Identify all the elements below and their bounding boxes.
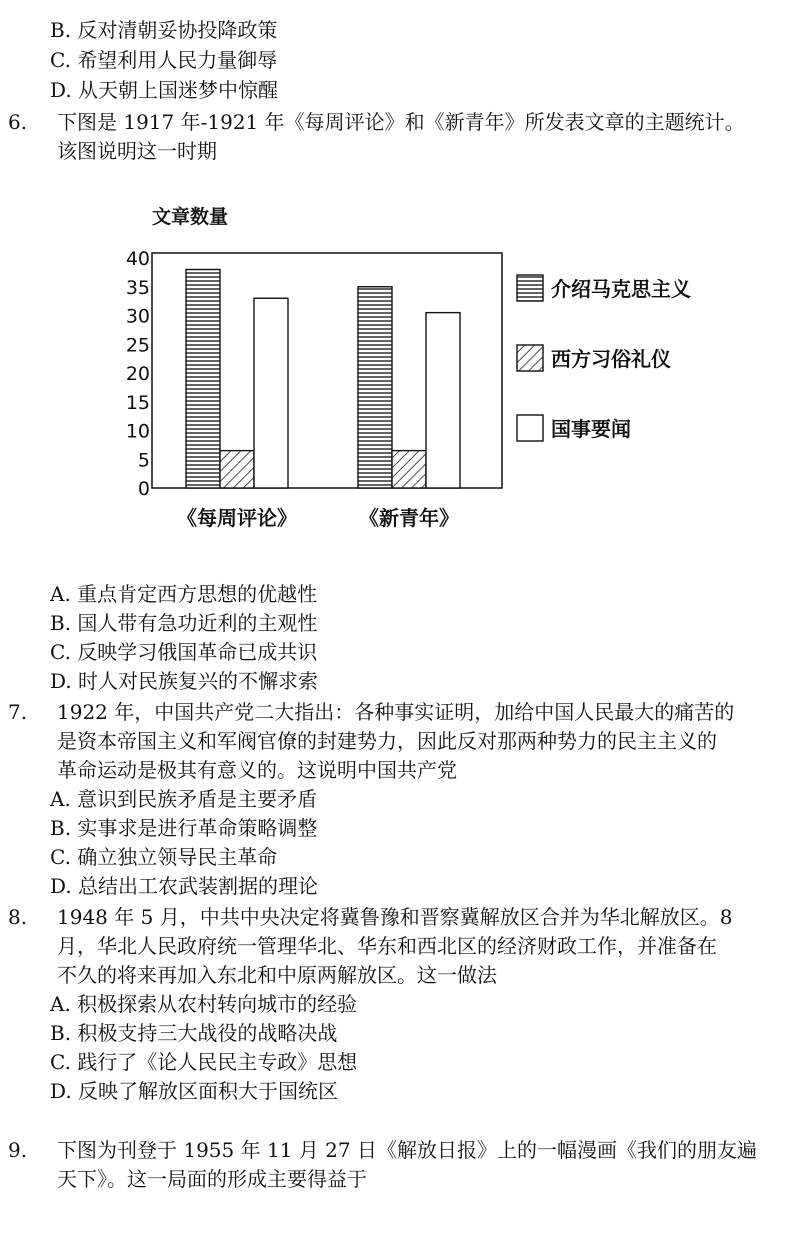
q7-stem-line-1: 1922 年，中国共产党二大指出：各种事实证明，加给中国人民最大的痛苦的 <box>57 700 735 724</box>
q6-option-a[interactable]: A. 重点肯定西方思想的优越性 <box>50 582 318 606</box>
article-topic-bar-chart <box>110 195 750 540</box>
q7-option-a[interactable]: A. 意识到民族矛盾是主要矛盾 <box>50 787 318 811</box>
y-tick-label: 25 <box>125 334 150 357</box>
q6-stem-line-2: 该图说明这一时期 <box>57 139 217 163</box>
y-tick-label: 10 <box>125 420 150 443</box>
legend-label: 介绍马克思主义 <box>551 277 691 301</box>
q7-option-b[interactable]: B. 实事求是进行革命策略调整 <box>50 816 318 840</box>
bar-2-3 <box>426 313 460 488</box>
y-tick-label: 20 <box>125 363 150 385</box>
x-category-label: 《新青年》 <box>359 506 459 530</box>
q8-option-d[interactable]: D. 反映了解放区面积大于国统区 <box>50 1079 339 1103</box>
y-axis-title: 文章数量 <box>152 206 229 228</box>
y-tick-label: 30 <box>125 305 150 328</box>
legend-label: 西方习俗礼仪 <box>551 347 671 371</box>
q6-option-b[interactable]: B. 国人带有急功近利的主观性 <box>50 611 318 635</box>
q8-stem-line-1: 1948 年 5 月，中共中央决定将冀鲁豫和晋察冀解放区合并为华北解放区。8 <box>57 905 733 929</box>
q6-option-d[interactable]: D. 时人对民族复兴的不懈求索 <box>50 669 319 693</box>
q8-option-b[interactable]: B. 积极支持三大战役的战略决战 <box>50 1021 338 1045</box>
q7-option-c[interactable]: C. 确立独立领导民主革命 <box>50 845 278 869</box>
q9-stem-line-2: 天下》。这一局面的形成主要得益于 <box>57 1167 367 1191</box>
q9-stem-line-1: 下图为刊登于 1955 年 11 月 27 日《解放日报》上的一幅漫画《我们的朋友遍 <box>57 1138 757 1162</box>
bar-2-2 <box>392 451 426 488</box>
legend-label: 国事要闻 <box>551 417 631 441</box>
q8-stem-line-3: 不久的将来再加入东北和中原两解放区。这一做法 <box>57 963 497 987</box>
prev-option-c: C. 希望利用人民力量御辱 <box>50 48 278 72</box>
q6-number: 6. <box>8 110 28 134</box>
y-tick-label: 0 <box>137 478 150 500</box>
legend-swatch <box>517 275 543 301</box>
bar-1-3 <box>254 298 288 488</box>
q7-stem-line-3: 革命运动是极其有意义的。这说明中国共产党 <box>57 758 457 782</box>
q7-number: 7. <box>8 700 28 724</box>
legend-swatch <box>517 415 543 441</box>
q7-stem-line-2: 是资本帝国主义和军阀官僚的封建势力，因此反对那两种势力的民主主义的 <box>57 729 717 753</box>
x-category-label: 《每周评论》 <box>177 506 297 530</box>
y-tick-label: 5 <box>137 449 150 472</box>
bar-1-2 <box>220 451 254 488</box>
bar-1-1 <box>186 270 220 489</box>
q8-stem-line-2: 月，华北人民政府统一管理华北、华东和西北区的经济财政工作，并准备在 <box>57 934 717 958</box>
q8-option-c[interactable]: C. 践行了《论人民民主专政》思想 <box>50 1050 358 1074</box>
q6-option-c[interactable]: C. 反映学习俄国革命已成共识 <box>50 640 318 664</box>
q7-option-d[interactable]: D. 总结出工农武装割据的理论 <box>50 874 319 898</box>
prev-option-d: D. 从天朝上国迷梦中惊醒 <box>50 78 279 102</box>
y-tick-label: 40 <box>125 248 150 270</box>
prev-option-b: B. 反对清朝妥协投降政策 <box>50 18 278 42</box>
legend-swatch <box>517 345 543 371</box>
y-tick-label: 15 <box>125 391 150 414</box>
bar-2-1 <box>358 287 392 488</box>
q6-stem-line-1: 下图是 1917 年-1921 年《每周评论》和《新青年》所发表文章的主题统计。 <box>57 110 745 134</box>
q8-number: 8. <box>8 905 28 929</box>
q9-number: 9. <box>8 1138 28 1162</box>
q8-option-a[interactable]: A. 积极探索从农村转向城市的经验 <box>50 992 358 1016</box>
y-tick-label: 35 <box>125 276 150 299</box>
